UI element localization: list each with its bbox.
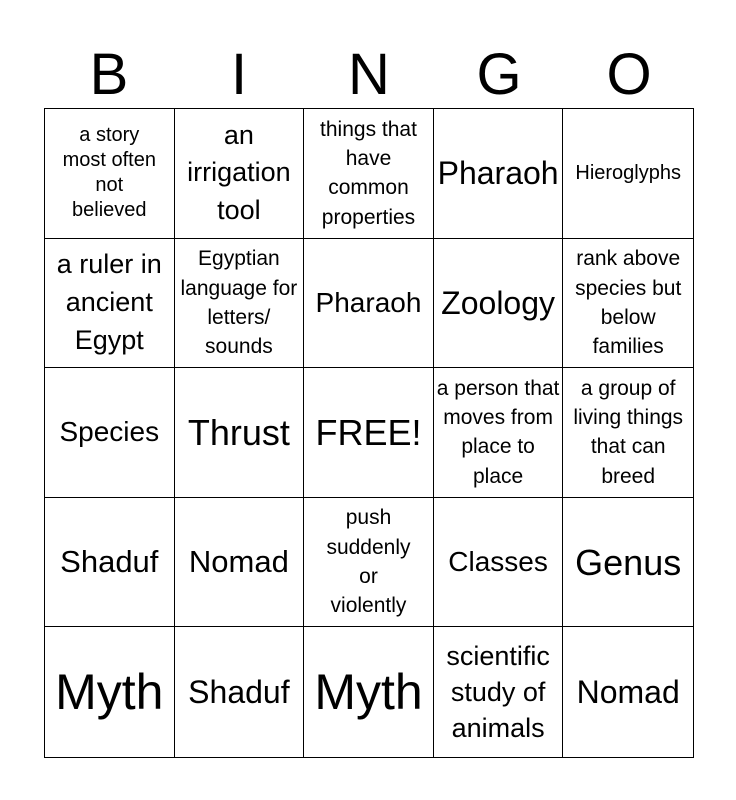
- bingo-cell-r3-c3[interactable]: FREE!: [304, 368, 434, 498]
- bingo-header: [44, 42, 694, 108]
- bingo-cell-r5-c5[interactable]: Nomad: [576, 674, 680, 711]
- bingo-cell-r4-c3[interactable]: push suddenly or violently: [304, 498, 434, 628]
- header-letter-g: G: [476, 42, 522, 107]
- bingo-cell-r3-c1[interactable]: Species: [45, 368, 175, 498]
- bingo-cell-r5-c1[interactable]: Myth: [45, 627, 175, 757]
- header-letter-b: B: [89, 42, 129, 107]
- bingo-cell-r5-c3[interactable]: Myth: [304, 627, 434, 757]
- bingo-cell-r2-c3[interactable]: Pharaoh: [304, 239, 434, 369]
- bingo-cell-r1-c2[interactable]: an irrigation tool: [175, 109, 305, 239]
- bingo-cell-r5-c4[interactable]: scientific study of animals: [434, 627, 564, 757]
- bingo-cell-r1-c1[interactable]: a story most often not believed: [45, 109, 175, 239]
- bingo-cell-r4-c4[interactable]: Classes: [434, 498, 564, 628]
- bingo-cell-r1-c4[interactable]: Pharaoh: [434, 109, 564, 239]
- header-letter-n: N: [348, 42, 390, 107]
- header-letter-o: O: [606, 42, 652, 107]
- header-letter-i: I: [230, 42, 248, 107]
- bingo-cell-r2-c2[interactable]: Egyptian language for letters/ sounds: [175, 239, 305, 369]
- bingo-cell-r4-c5[interactable]: Genus: [563, 498, 693, 628]
- bingo-cell-r2-c4[interactable]: Zoology: [434, 239, 564, 369]
- bingo-cell-r4-c2[interactable]: Nomad: [175, 498, 305, 628]
- bingo-card-grid: [44, 108, 694, 758]
- bingo-cell-r5-c2[interactable]: Shaduf: [175, 627, 305, 757]
- bingo-cell-r1-c5[interactable]: Hieroglyphs: [563, 109, 693, 239]
- bingo-cell-r1-c3[interactable]: things that have common properties: [304, 109, 434, 239]
- bingo-cell-r2-c1[interactable]: a ruler in ancient Egypt: [45, 239, 175, 369]
- bingo-cell-r4-c1[interactable]: Shaduf: [45, 498, 175, 628]
- bingo-cell-r3-c5[interactable]: a group of living things that can breed: [563, 368, 693, 498]
- bingo-cell-r3-c2[interactable]: Thrust: [175, 368, 305, 498]
- bingo-cell-r2-c5[interactable]: rank above species but below families: [563, 239, 693, 369]
- bingo-cell-r3-c4[interactable]: a person that moves from place to place: [434, 368, 564, 498]
